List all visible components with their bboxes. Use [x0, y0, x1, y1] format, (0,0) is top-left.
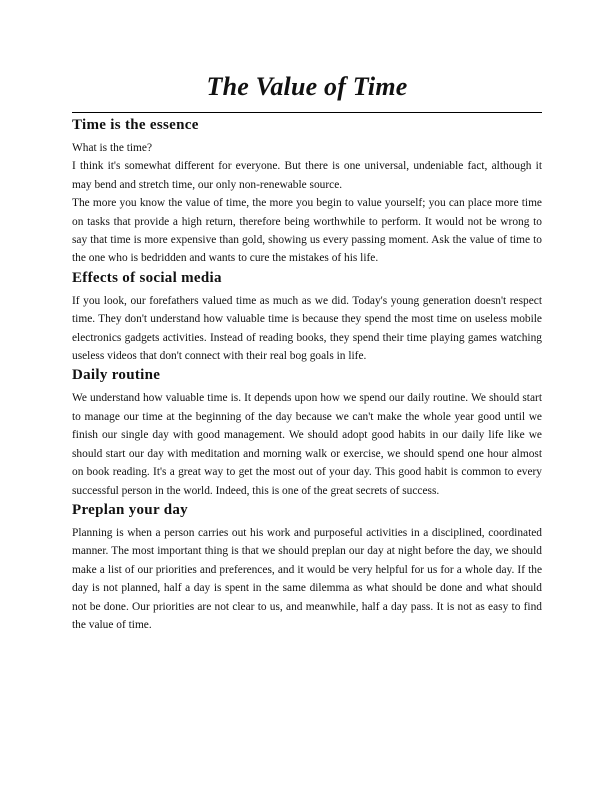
section-heading: Preplan your day	[72, 501, 188, 518]
paragraph: We understand how valuable time is. It depends upon how we spend our daily routine. We should start to manage our time at the beginning of the day because we can't make the whole year good until we finish our single day with good management. We should adopt good habits in our daily life like we should start our day with meditation and morning walk or exercise, we should spend one hour almost on book reading. It's a great way to get the most out of your day. This good habit is common to every successful person in the world. Indeed, this is one of the great secrets of success.	[72, 392, 542, 497]
paragraph: If you look, our forefathers valued time as much as we did. Today's young generation doesn't respect time. They don't understand how valuable time is because they spend the most time on useless mobile electronics gadgets activities. Instead of reading books, they spend their time playing games watching useless videos that don't connect with their real bog goals in life.	[72, 294, 542, 363]
section-heading: Time is the essence	[72, 117, 199, 133]
title-divider	[72, 112, 542, 113]
document-page	[72, 70, 542, 635]
paragraph: Planning is when a person carries out his work and purposeful activities in a disciplined, coordinated manner. The most important thing is that we should preplan our day at night before the day, we should make a list of our priorities and preferences, and it would be very helpful for us for a whole day. If the day is not planned, half a day is spent in the same dilemma as what should be done and what should not be done. Our priorities are not clear to us, and meanwhile, half a day pass. It is not as easy to find the value of time.	[72, 526, 542, 631]
paragraph: The more you know the value of time, the more you begin to value yourself; you can place more time on tasks that provide a high return, therefore being worthwhile to perform. It would not be wrong to say that time is more expensive than gold, showing us every passing moment. Ask the value of time to the one who is bedridden and wants to cure the mistakes of his life.	[72, 197, 542, 265]
section-heading: Daily routine	[72, 367, 161, 384]
section-heading: Effects of social media	[72, 269, 222, 286]
section-effects-of-social-media	[72, 269, 542, 366]
section-daily-routine	[72, 366, 542, 499]
paragraph: I think it's somewhat different for everyone. But there is one universal, undeniable fact, although it may bend and stretch time, our only non-renewable source.	[72, 160, 542, 191]
document-title: The Value of Time	[206, 72, 408, 101]
section-preplan-your-day	[72, 501, 542, 634]
section-time-is-the-essence	[72, 116, 542, 268]
paragraph: What is the time?	[72, 142, 153, 154]
